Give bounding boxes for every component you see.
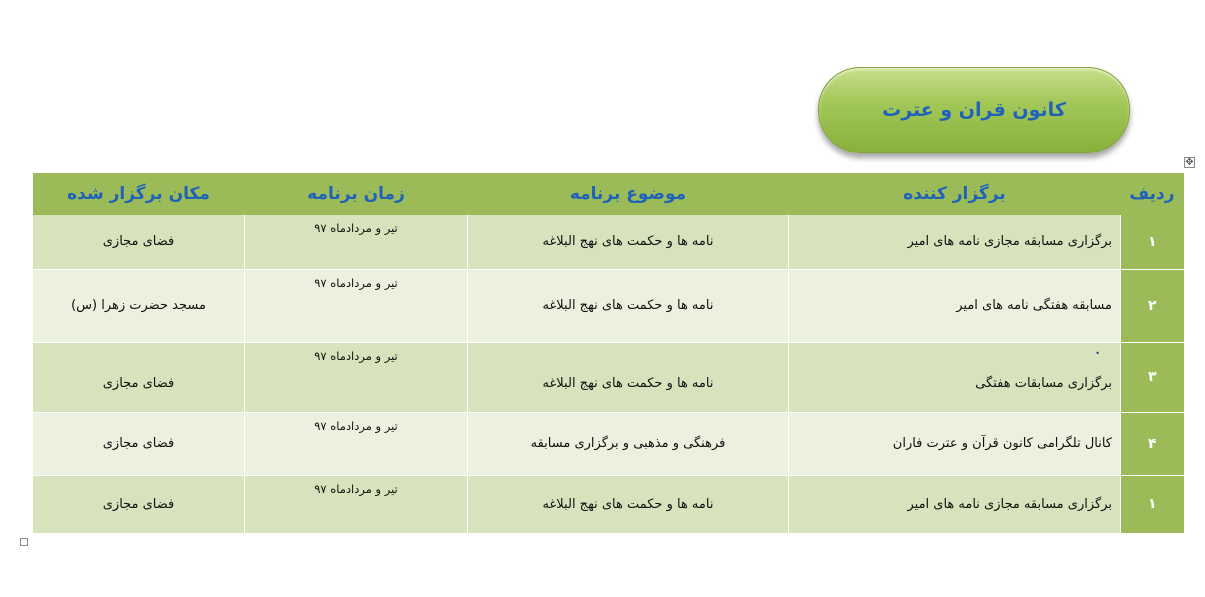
header-row-no: ردیف: [1121, 173, 1184, 215]
dot-mark: •: [1095, 348, 1100, 358]
place-cell: فضای مجازی: [33, 475, 245, 533]
time-cell: تیر و مردادماه ۹۷: [245, 215, 468, 269]
subject-cell: نامه ها و حکمت های نهج البلاغه: [468, 215, 789, 269]
organizer-cell: برگزاری مسابقه مجازی نامه های امیر: [789, 215, 1121, 269]
organizer-text: برگزاری مسابقات هفتگی: [975, 375, 1112, 391]
header-time: زمان برنامه: [245, 173, 468, 215]
row-number: ۴: [1121, 412, 1184, 475]
program-table: [32, 173, 1184, 534]
subject-cell: نامه ها و حکمت های نهج البلاغه: [468, 269, 789, 342]
header-place: مکان برگزار شده: [33, 173, 245, 215]
time-cell: تیر و مردادماه ۹۷: [245, 342, 468, 412]
table-row: [33, 342, 1184, 412]
table-header-row: [33, 173, 1184, 215]
header-subject: موضوع برنامه: [468, 173, 789, 215]
subject-cell: نامه ها و حکمت های نهج البلاغه: [468, 342, 789, 412]
time-cell: تیر و مردادماه ۹۷: [245, 475, 468, 533]
place-cell: فضای مجازی: [33, 412, 245, 475]
place-cell: مسجد حضرت زهرا (س): [33, 269, 245, 342]
row-number: ۱: [1121, 215, 1184, 269]
title-banner: [818, 67, 1130, 153]
table-move-handle-icon[interactable]: ✥: [1185, 157, 1194, 168]
row-number: ۳: [1121, 342, 1184, 412]
row-number: ۲: [1121, 269, 1184, 342]
subject-cell: فرهنگی و مذهبی و برگزاری مسابقه: [468, 412, 789, 475]
table-row: [33, 269, 1184, 342]
table-resize-handle-icon[interactable]: [20, 538, 28, 546]
table-row: [33, 215, 1184, 269]
subject-cell: نامه ها و حکمت های نهج البلاغه: [468, 475, 789, 533]
table-row: [33, 412, 1184, 475]
header-organizer: برگزار کننده: [789, 173, 1121, 215]
row-number: ۱: [1121, 475, 1184, 533]
time-cell: تیر و مردادماه ۹۷: [245, 269, 468, 342]
table-row: [33, 475, 1184, 533]
place-cell: فضای مجازی: [33, 342, 245, 412]
organizer-cell: برگزاری مسابقه مجازی نامه های امیر: [789, 475, 1121, 533]
organizer-cell: مسابقه هفتگی نامه های امیر: [789, 269, 1121, 342]
place-cell: فضای مجازی: [33, 215, 245, 269]
organizer-cell: [789, 342, 1121, 412]
time-cell: تیر و مردادماه ۹۷: [245, 412, 468, 475]
page-title: کانون قران و عترت: [882, 99, 1066, 121]
organizer-cell: کانال تلگرامی کانون قرآن و عترت فاران: [789, 412, 1121, 475]
